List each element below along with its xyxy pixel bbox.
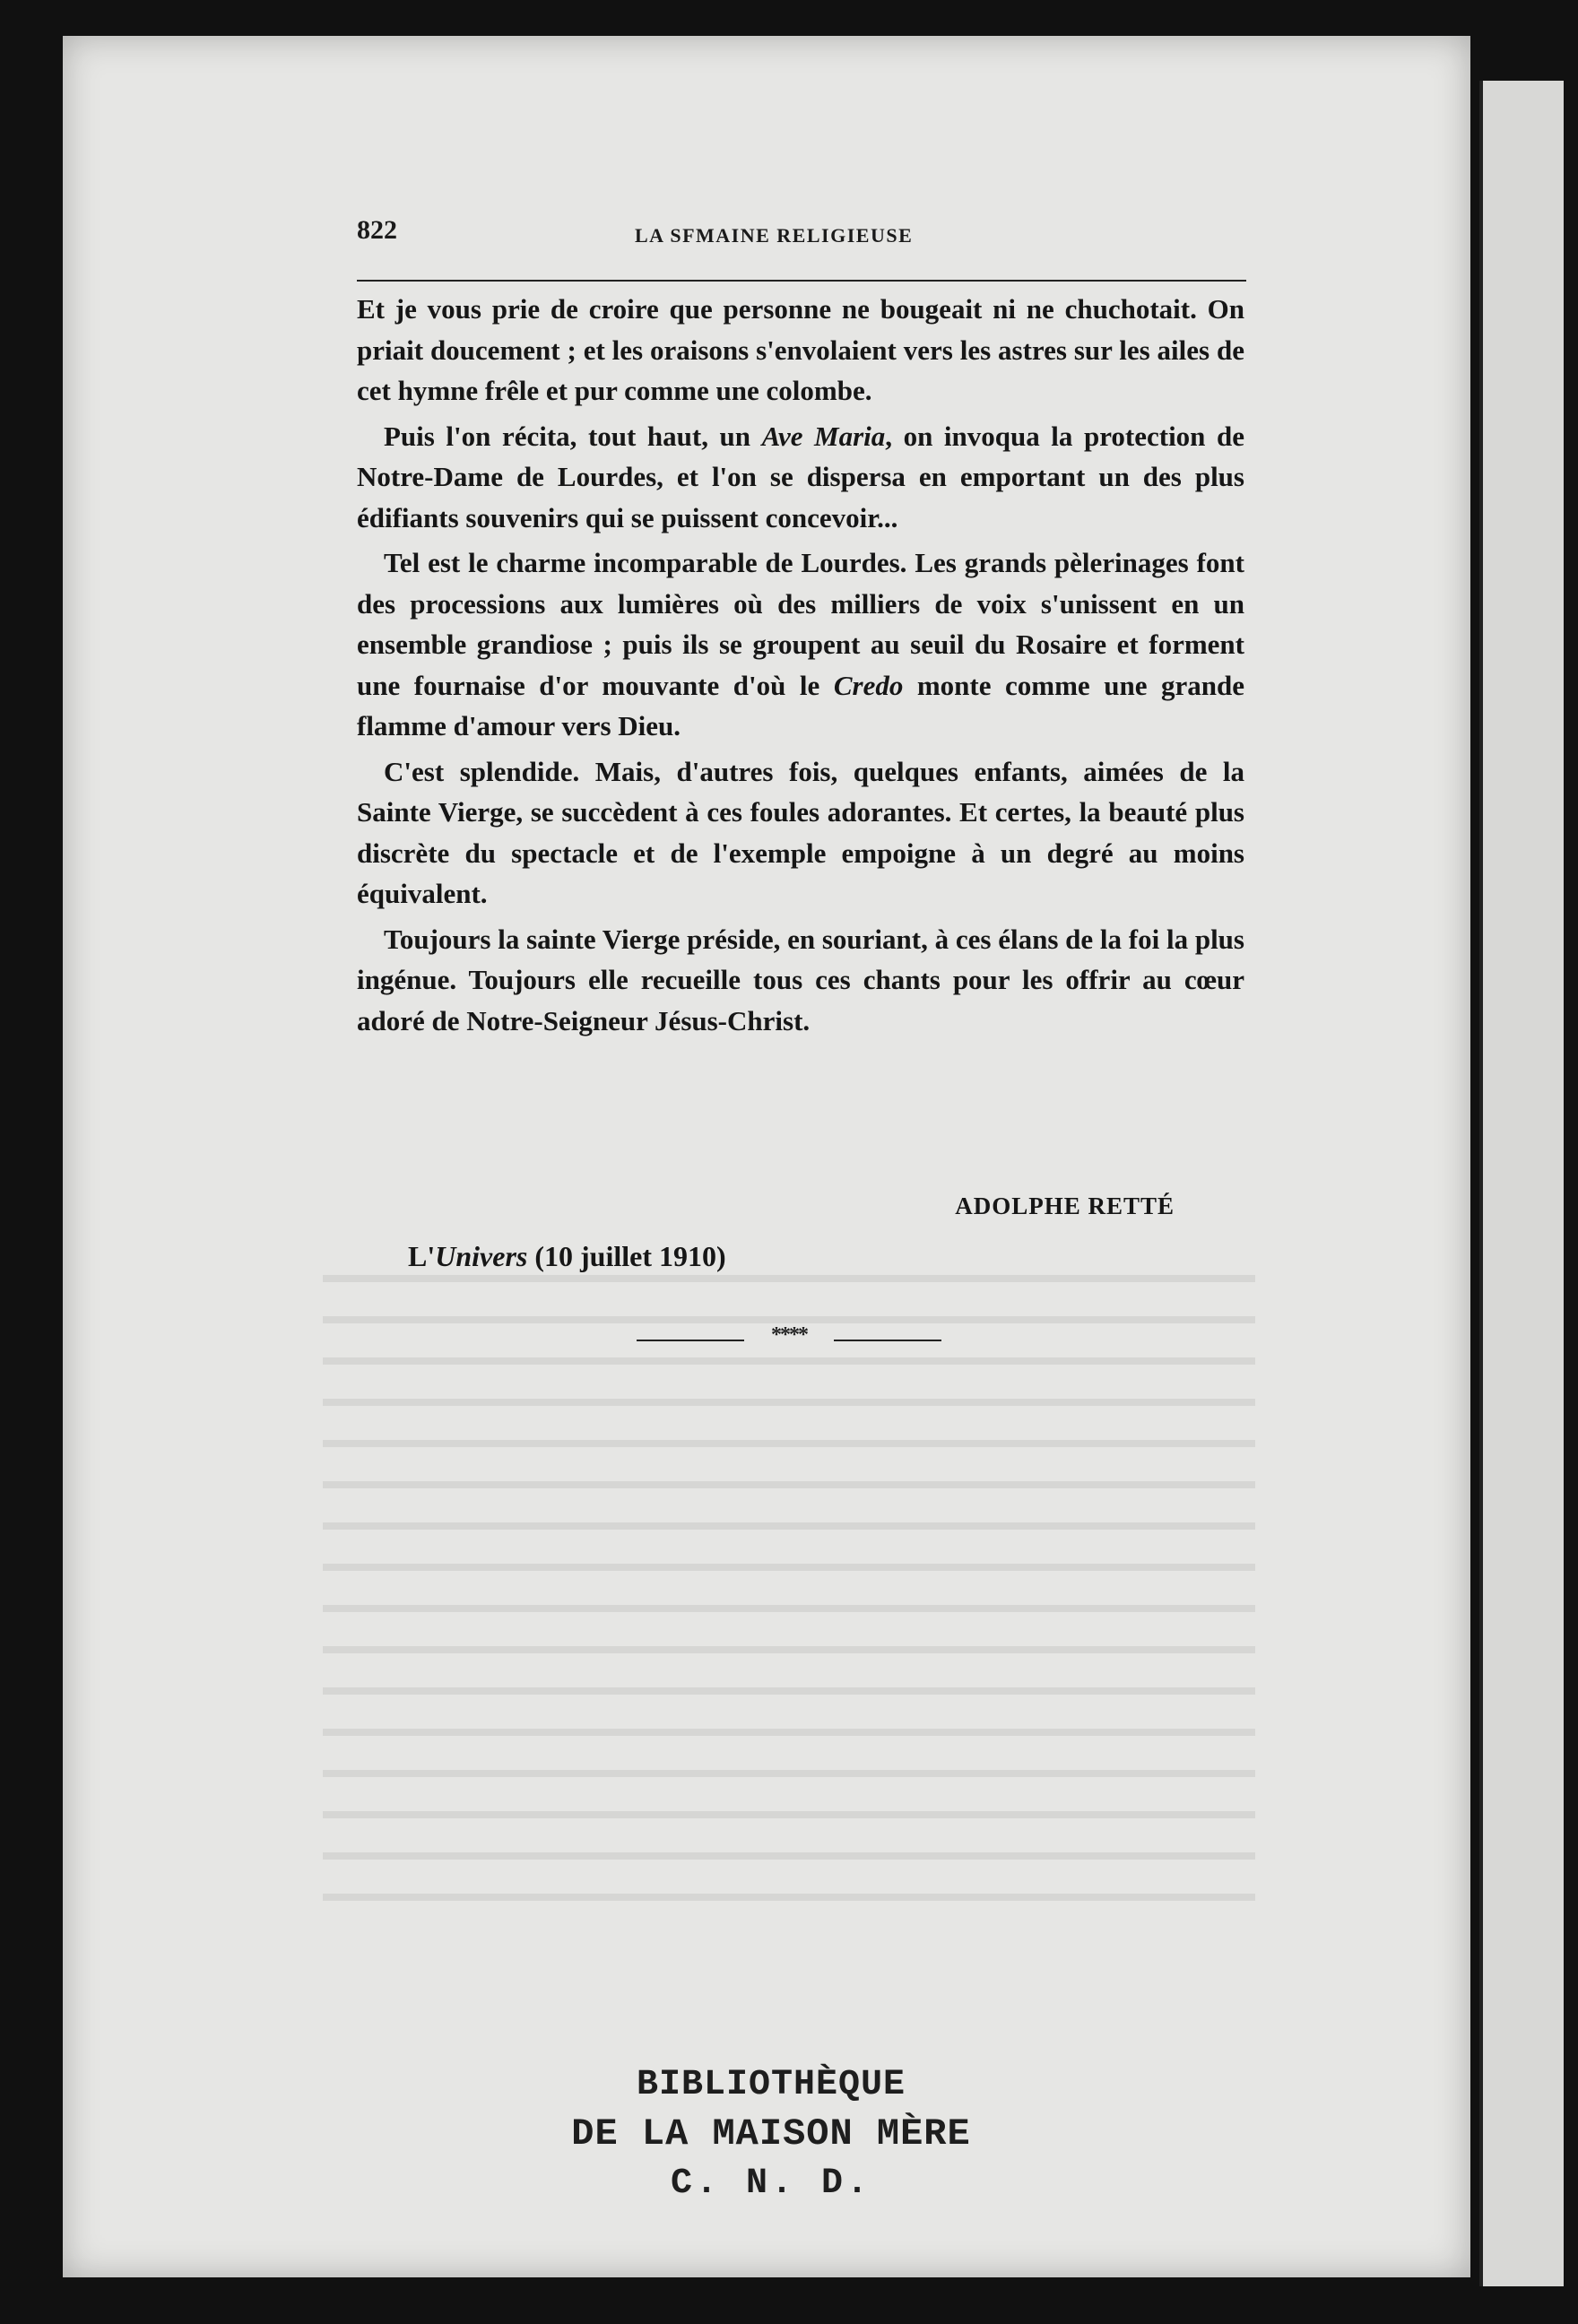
page-number: 822 xyxy=(357,215,397,245)
source-citation xyxy=(408,1240,726,1273)
library-stamp xyxy=(502,2062,1040,2209)
running-head: LA SFMAINE RELIGIEUSE xyxy=(635,224,914,247)
article-body xyxy=(357,289,1244,1045)
paragraph xyxy=(357,416,1244,539)
text-run: C'est splendide. Mais, d'autres fois, quelques enfants, aimées de la Sainte Vierge, se succèdent à ces foules adorantes. Et certes, la beauté plus discrète du spectacle et de l'exemple empoigne à un degré au moins équivalent. xyxy=(357,755,1244,909)
text-run: , on invoqua la protection de Notre-Dame de Lourdes, et l'on se dispersa en emportant un des plus édifiants souvenirs qui se puissent concevoir... xyxy=(357,420,1244,533)
paragraph xyxy=(357,542,1244,747)
divider-stars: **** xyxy=(771,1323,807,1347)
header-rule xyxy=(357,280,1246,282)
author-signature: ADOLPHE RETTÉ xyxy=(955,1192,1175,1219)
stamp-line-3: C. N. D. xyxy=(670,2164,872,2204)
paragraph xyxy=(357,751,1244,915)
stamp-line-2: DE LA MAISON MÈRE xyxy=(571,2112,971,2155)
source-date: (10 juillet 1910) xyxy=(527,1240,726,1272)
source-prefix: L' xyxy=(408,1240,436,1272)
divider-line-right xyxy=(834,1340,941,1341)
text-run: monte comme une grande flamme d'amour vers Dieu. xyxy=(357,669,1244,741)
text-run: Tel est le charme incomparable de Lourdes. Les grands pèlerinages font des processions aux lumières où des milliers de voix s'unissent en un ensemble grandiose ; puis ils se groupent au seuil du Rosaire et forment une fournaise d'or mouvante d'où le xyxy=(357,547,1244,701)
text-run: Puis l'on récita, tout haut, un xyxy=(384,420,762,452)
paragraph xyxy=(357,289,1244,412)
divider-line-left xyxy=(637,1340,744,1341)
text-run: Et je vous prie de croire que personne ne bougeait ni ne chuchotait. On priait doucement ; et les oraisons s'envolaient vers les astres sur les ailes de cet hymne frêle et pur comme une colombe. xyxy=(357,293,1244,406)
italic-text: Ave Maria xyxy=(761,420,886,452)
text-run: Toujours la sainte Vierge préside, en souriant, à ces élans de la foi la plus ingénue. Toujours elle recueille tous ces chants pour les offrir au cœur adoré de Notre-Seigneur Jésus-Christ. xyxy=(357,923,1244,1036)
source-title: Univers xyxy=(435,1240,528,1272)
page-header xyxy=(357,215,1246,269)
adjacent-page-edge xyxy=(1479,81,1564,2286)
paragraph xyxy=(357,919,1244,1042)
stamp-line-1: BIBLIOTHÈQUE xyxy=(636,2065,906,2105)
section-divider xyxy=(637,1323,941,1354)
italic-text: Credo xyxy=(833,669,904,701)
